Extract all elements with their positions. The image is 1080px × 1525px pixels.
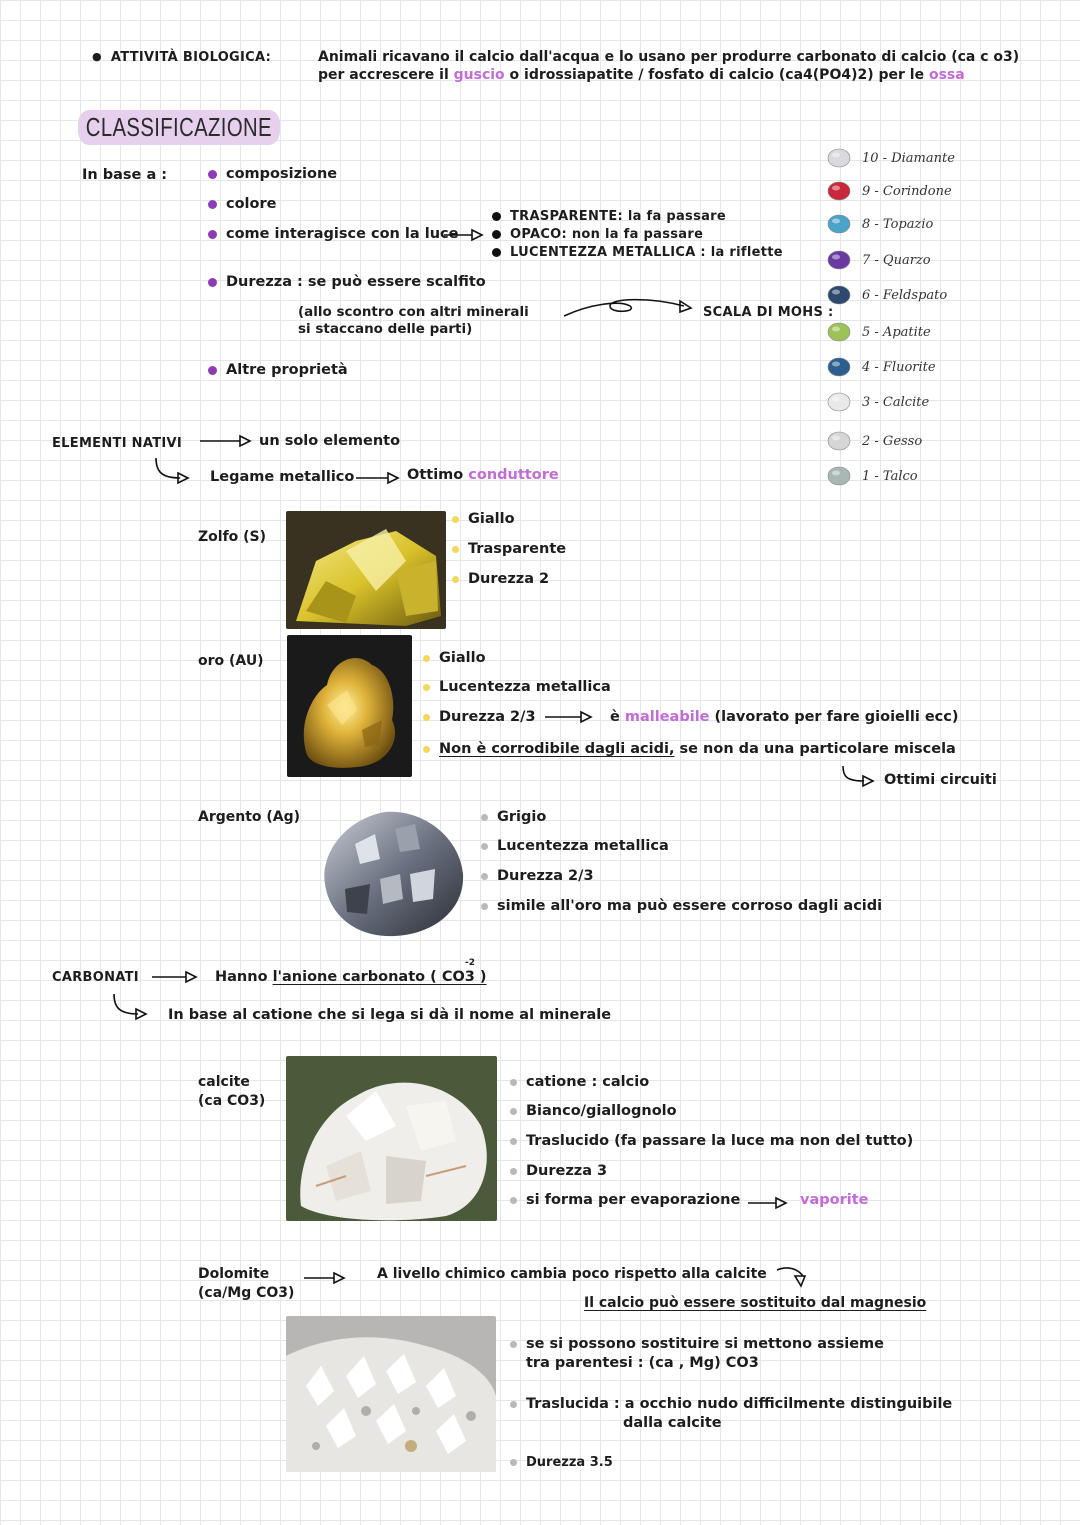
dolomite-trasl: [510, 1396, 952, 1412]
luce-trasparente: [492, 209, 726, 224]
mohs-item: [826, 321, 931, 343]
arrow-icon: [545, 710, 595, 724]
property-text: Lucentezza metallica: [497, 838, 669, 854]
bullet-icon: [510, 1459, 517, 1466]
luce-lucentezza: [492, 245, 783, 260]
elementi-solo: un solo elemento: [259, 433, 401, 449]
bullet-icon: [492, 248, 501, 257]
bullet-icon: [452, 516, 459, 523]
carbonati-catione: In base al catione che si lega si dà il nome al minerale: [168, 1007, 612, 1023]
curved-arrow-icon: [108, 992, 152, 1022]
anione-charge: -2: [465, 958, 475, 968]
mineral-gem-icon: [826, 321, 852, 343]
conduttore-b: conduttore: [468, 467, 559, 483]
dolomite-trasl1: Traslucida : a occhio nudo difficilmente distinguibile: [526, 1396, 953, 1412]
item-durezza: [208, 274, 486, 290]
property-item: [423, 650, 486, 666]
corrodibile-rest: se non da una particolare miscela: [674, 741, 956, 757]
curved-arrow-icon: [150, 456, 192, 486]
scala-mohs-label: SCALA DI MOHS :: [703, 305, 834, 320]
mohs-label: 7 - Quarzo: [862, 252, 931, 268]
calcite-image: [286, 1056, 497, 1221]
property-text: Durezza 2/3: [439, 709, 536, 725]
mineral-gem-icon: [826, 391, 852, 413]
argento-image: [315, 804, 468, 939]
mohs-label: 3 - Calcite: [862, 394, 930, 410]
mohs-label: 2 - Gesso: [862, 433, 923, 449]
property-item: [510, 1103, 677, 1119]
property-item: [423, 679, 611, 695]
mohs-item: [826, 249, 931, 271]
bullet-icon: [510, 1197, 517, 1204]
arrow-icon: [200, 434, 252, 448]
corrodibile-underlined: Non è corrodibile dagli acidi,: [439, 741, 675, 757]
bullet-icon: [510, 1341, 517, 1348]
property-item: [452, 511, 515, 527]
arrow-icon: [304, 1271, 346, 1285]
bullet-icon: [452, 546, 459, 553]
bullet-icon: [492, 212, 501, 221]
mineral-gem-icon: [826, 284, 852, 306]
luce-trasparente-text: TRASPARENTE: la fa passare: [510, 209, 727, 224]
dolomite-chimico: A livello chimico cambia poco rispetto alla calcite: [377, 1266, 767, 1282]
calcite-name2: (ca CO3): [198, 1093, 266, 1109]
mineral-gem-icon: [826, 430, 852, 452]
malleabile-c: (lavorato per fare gioielli ecc): [709, 709, 959, 725]
mineral-gem-icon: [826, 213, 852, 235]
property-item: [423, 709, 536, 725]
bullet-icon: [208, 170, 217, 179]
oro-image: [287, 635, 412, 777]
mohs-item: [826, 391, 929, 413]
dolomite-sost2: tra parentesi : (ca , Mg) CO3: [526, 1355, 759, 1371]
property-text: Giallo: [439, 650, 486, 666]
dolomite-sost: [510, 1336, 884, 1352]
bullet-icon: [208, 200, 217, 209]
bullet-icon: [510, 1108, 517, 1115]
bullet-icon: [510, 1138, 517, 1145]
calcite-name1: calcite: [198, 1074, 250, 1090]
property-item: [510, 1074, 649, 1090]
item-durezza-text: Durezza : se può essere scalfito: [226, 274, 486, 290]
mineral-gem-icon: [826, 180, 852, 202]
luce-opaco: [492, 227, 703, 242]
carbonati-anione: [215, 969, 487, 985]
mineral-gem-icon: [826, 356, 852, 378]
item-colore: [208, 196, 276, 212]
property-item: [481, 868, 594, 884]
arrow-icon: [748, 1196, 788, 1210]
calcite-evap: [510, 1192, 740, 1208]
mohs-label: 8 - Topazio: [862, 216, 934, 232]
attivita-guscio: guscio: [453, 67, 505, 83]
classificazione-title: CLASSIFICAZIONE: [78, 110, 280, 145]
attivita-label: [92, 50, 271, 65]
dolomite-durezza: [510, 1455, 613, 1470]
anione-underlined: l'anione carbonato ( CO3 ): [272, 969, 487, 985]
property-text: Durezza 3: [526, 1163, 608, 1179]
dolomite-name2: (ca/Mg CO3): [198, 1285, 295, 1301]
mohs-item: [826, 430, 922, 452]
argento-name: Argento (Ag): [198, 809, 301, 825]
oro-name: oro (AU): [198, 653, 264, 669]
item-composizione: [208, 166, 337, 182]
bullet-icon: [510, 1401, 517, 1408]
item-composizione-text: composizione: [226, 166, 338, 182]
elementi-legame: Legame metallico: [210, 469, 355, 485]
dolomite-image: [286, 1316, 496, 1472]
dolomite-name1: Dolomite: [198, 1266, 270, 1282]
property-item: [481, 898, 882, 914]
bullet-icon: [423, 684, 430, 691]
property-item: [452, 541, 566, 557]
mineral-gem-icon: [826, 147, 852, 169]
property-text: Traslucido (fa passare la luce ma non del tutto): [526, 1133, 914, 1149]
calcite-evap-text: si forma per evaporazione: [526, 1192, 741, 1208]
mohs-item: [826, 465, 918, 487]
bullet-icon: [492, 230, 501, 239]
item-colore-text: colore: [226, 196, 277, 212]
elementi-conduttore: [407, 467, 559, 483]
bullet-icon: [208, 366, 217, 375]
mohs-label: 5 - Apatite: [862, 324, 931, 340]
mohs-item: [826, 356, 936, 378]
oro-circuiti: Ottimi circuiti: [884, 772, 997, 788]
dolomite-durezza-text: Durezza 3.5: [526, 1455, 613, 1470]
property-text: Bianco/giallognolo: [526, 1103, 677, 1119]
mohs-label: 6 - Feldspato: [862, 287, 948, 303]
property-text: Giallo: [468, 511, 515, 527]
mohs-label: 10 - Diamante: [862, 150, 955, 166]
mineral-gem-icon: [826, 249, 852, 271]
property-item: [481, 809, 546, 825]
mohs-label: 4 - Fluorite: [862, 359, 936, 375]
zolfo-image: [286, 511, 446, 629]
mohs-item: [826, 147, 955, 169]
attivita-line2-b: o idrossiapatite / fosfato di calcio (ca4(PO4)2) per le: [504, 67, 929, 83]
attivita-line1: Animali ricavano il calcio dall'acqua e lo usano per produrre carbonato di calcio (ca c o3): [318, 49, 1020, 65]
loop-arrow-icon: [560, 292, 696, 322]
curved-arrow-icon: [775, 1264, 809, 1288]
mineral-gem-icon: [826, 465, 852, 487]
dolomite-sostituito: Il calcio può essere sostituito dal magnesio: [584, 1295, 927, 1311]
bullet-icon: [423, 655, 430, 662]
item-luce-text: come interagisce con la luce: [226, 226, 459, 242]
mohs-item: [826, 284, 947, 306]
dolomite-trasl2: dalla calcite: [623, 1415, 722, 1431]
item-luce: [208, 226, 458, 242]
item-altre: [208, 362, 348, 378]
bullet-icon: [510, 1168, 517, 1175]
bullet-icon: [481, 903, 488, 910]
item-altre-text: Altre proprietà: [226, 362, 348, 378]
zolfo-name: Zolfo (S): [198, 529, 267, 545]
carbonati-label: CARBONATI: [52, 970, 139, 985]
anione-a: Hanno: [215, 969, 273, 985]
bullet-icon: [481, 814, 488, 821]
property-text: Durezza 2: [468, 571, 550, 587]
property-text: Grigio: [497, 809, 547, 825]
property-item: [510, 1133, 913, 1149]
malleabile-b: malleabile: [624, 709, 710, 725]
in-base-a: In base a :: [82, 167, 168, 183]
property-text: Durezza 2/3: [497, 868, 594, 884]
property-text: Lucentezza metallica: [439, 679, 611, 695]
property-text: Trasparente: [468, 541, 567, 557]
attivita-label-text: ATTIVITÀ BIOLOGICA:: [110, 50, 272, 65]
mohs-label: 1 - Talco: [862, 468, 918, 484]
bullet-icon: [423, 746, 430, 753]
bullet-icon: [481, 873, 488, 880]
oro-corrodibile: [423, 741, 956, 757]
bullet-icon: [481, 843, 488, 850]
curved-arrow-icon: [838, 764, 878, 790]
luce-opaco-text: OPACO: non la fa passare: [510, 227, 704, 242]
arrow-icon: [152, 970, 198, 984]
oro-malleabile: [610, 709, 959, 725]
property-item: [452, 571, 549, 587]
durezza-note1: (allo scontro con altri minerali: [298, 304, 529, 320]
property-item: [510, 1163, 607, 1179]
dolomite-sost1: se si possono sostituire si mettono assieme: [526, 1336, 884, 1352]
durezza-note2: si staccano delle parti): [298, 321, 473, 337]
elementi-nativi-label: ELEMENTI NATIVI: [52, 436, 183, 451]
conduttore-a: Ottimo: [407, 467, 469, 483]
bullet-icon: [208, 278, 217, 287]
attivita-ossa: ossa: [928, 67, 965, 83]
malleabile-a: è: [610, 709, 625, 725]
property-text: catione : calcio: [526, 1074, 650, 1090]
attivita-line2: [318, 67, 965, 83]
arrow-icon: [444, 228, 484, 242]
property-item: [481, 838, 669, 854]
calcite-vaporite: vaporite: [800, 1192, 869, 1208]
bullet-icon: [510, 1079, 517, 1086]
mohs-item: [826, 180, 952, 202]
property-text: simile all'oro ma può essere corroso dagli acidi: [497, 898, 883, 914]
mohs-label: 9 - Corindone: [862, 183, 952, 199]
bullet-icon: [208, 230, 217, 239]
mohs-item: [826, 213, 933, 235]
arrow-icon: [356, 471, 400, 485]
attivita-line2-a: per accrescere il: [318, 67, 454, 83]
bullet-icon: [423, 714, 430, 721]
luce-lucentezza-text: LUCENTEZZA METALLICA : la riflette: [510, 245, 783, 260]
bullet-icon: [452, 576, 459, 583]
